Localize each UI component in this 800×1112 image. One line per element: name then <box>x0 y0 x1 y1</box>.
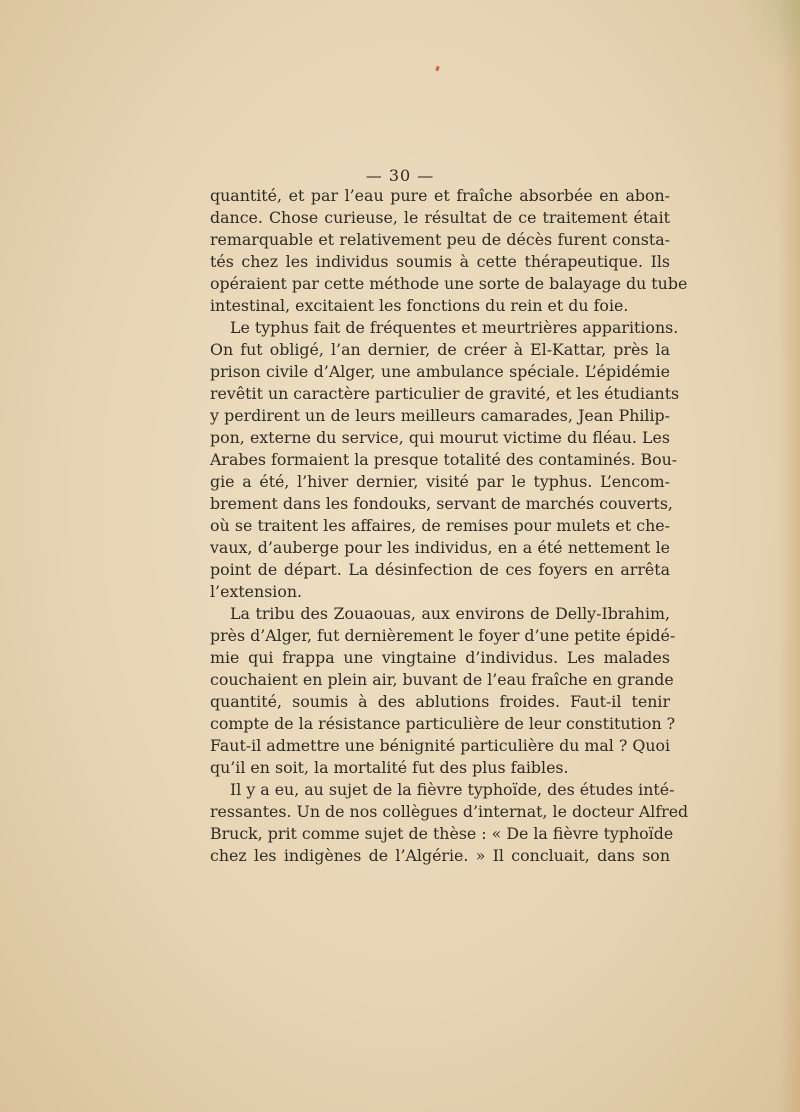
text-line: brement dans les fondouks, servant de marchés couverts, <box>210 494 673 513</box>
text-line: l’extension. <box>210 582 303 601</box>
text-line: tés chez les individus soumis à cette thérapeutique. Ils <box>210 252 670 271</box>
text-line: revêtit un caractère particulier de gravité, et les étudiants <box>210 384 680 403</box>
ink-speck <box>435 66 440 72</box>
text-line: près d’Alger, fut dernièrement le foyer d’une petite épidé- <box>210 626 676 645</box>
text-line: qu’il en soit, la mortalité fut des plus faibles. <box>210 758 569 777</box>
text-line: mie qui frappa une vingtaine d’individus. Les malades <box>210 648 670 667</box>
text-line: gie a été, l’hiver dernier, visité par le typhus. L’encom- <box>210 472 670 491</box>
text-line: vaux, d’auberge pour les individus, en a été nettement le <box>210 538 670 557</box>
text-line: chez les indigènes de l’Algérie. » Il concluait, dans son <box>210 846 670 865</box>
text-line: prison civile d’Alger, une ambulance spéciale. L’épidémie <box>210 362 670 381</box>
text-line: dance. Chose curieuse, le résultat de ce traitement était <box>210 208 670 227</box>
text-line: point de départ. La désinfection de ces foyers en arrêta <box>210 560 670 579</box>
text-line: intestinal, excitaient les fonctions du rein et du foie. <box>210 296 629 315</box>
text-line: ressantes. Un de nos collègues d’internat, le docteur Alfred <box>210 802 689 821</box>
text-line: On fut obligé, l’an dernier, de créer à El-Kattar, près la <box>210 340 670 359</box>
text-line: pon, externe du service, qui mourut victime du fléau. Les <box>210 428 670 447</box>
text-line: y perdirent un de leurs meilleurs camarades, Jean Philip- <box>210 406 670 425</box>
body-text <box>210 185 689 867</box>
text-line: Le typhus fait de fréquentes et meurtrières apparitions. <box>230 318 679 337</box>
text-line: Bruck, prit comme sujet de thèse : « De la fièvre typhoïde <box>210 824 674 843</box>
text-line: couchaient en plein air, buvant de l’eau fraîche en grande <box>210 670 674 689</box>
text-line: où se traitent les affaires, de remises pour mulets et che- <box>210 516 670 535</box>
text-line: Arabes formaient la presque totalité des contaminés. Bou- <box>210 450 678 469</box>
text-line: quantité, soumis à des ablutions froides. Faut-il tenir <box>210 692 670 711</box>
text-line: La tribu des Zouaouas, aux environs de Delly-Ibrahim, <box>230 604 670 623</box>
text-line: Faut-il admettre une bénignité particulière du mal ? Quoi <box>210 736 671 755</box>
page-number: — 30 — <box>365 166 435 185</box>
text-line: quantité, et par l’eau pure et fraîche absorbée en abon- <box>210 186 670 205</box>
text-line: compte de la résistance particulière de leur constitution ? <box>210 714 676 733</box>
text-line: remarquable et relativement peu de décès furent consta- <box>210 230 670 249</box>
text-line: Il y a eu, au sujet de la fièvre typhoïde, des études inté- <box>230 780 675 799</box>
text-line: opéraient par cette méthode une sorte de balayage du tube <box>210 274 688 293</box>
page-stain <box>740 0 800 80</box>
